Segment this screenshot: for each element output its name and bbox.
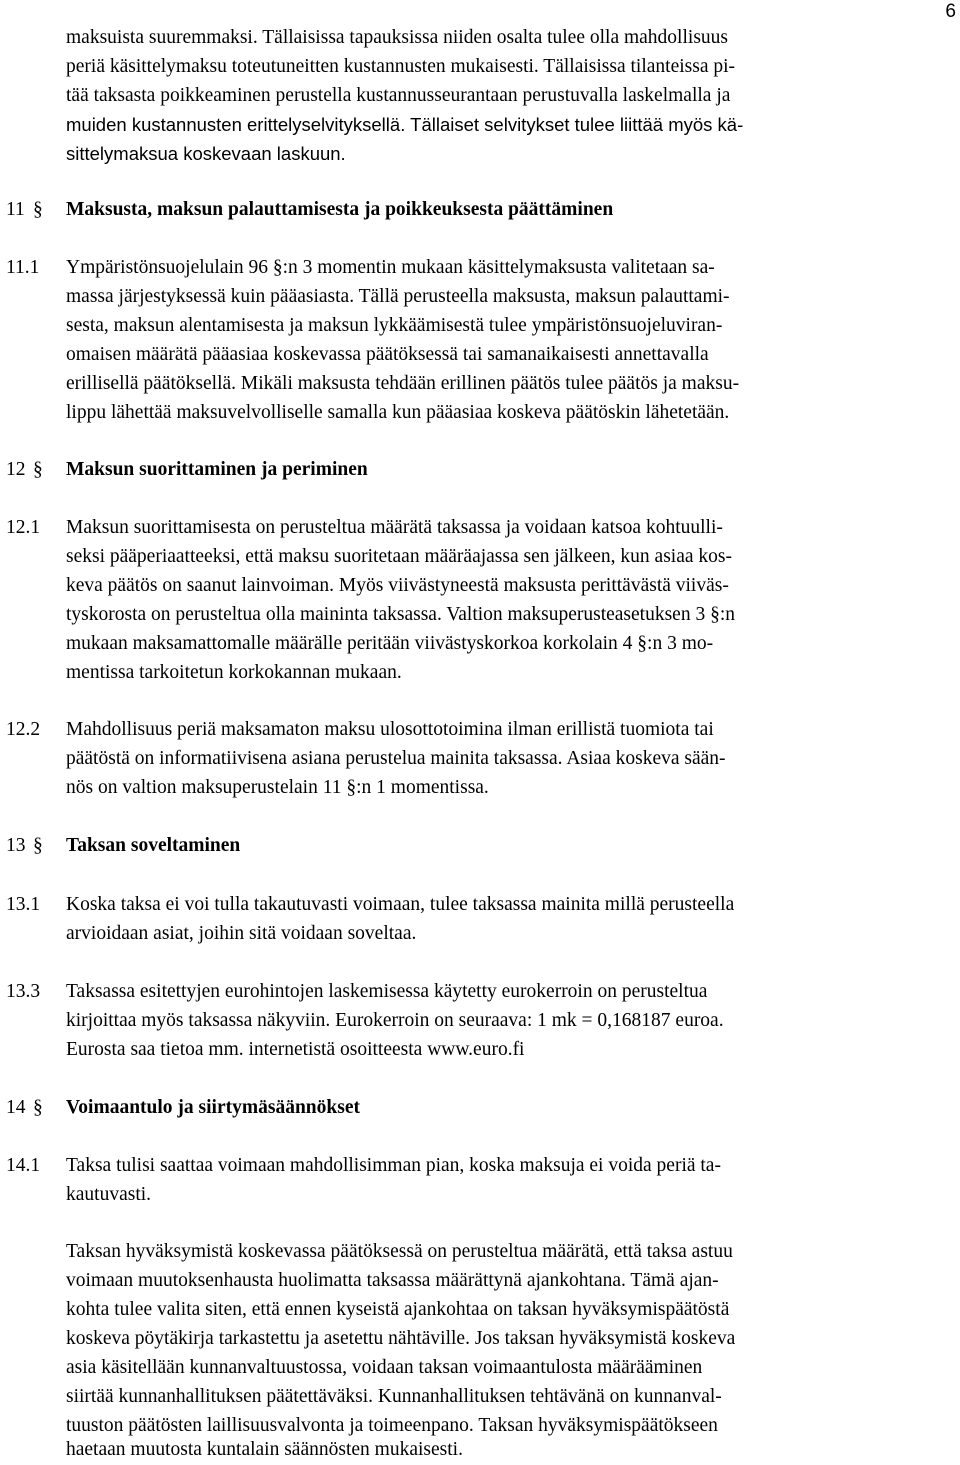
- text-line: tuuston päätösten laillisuusvalvonta ja toimeenpano. Taksan hyväksymispäätökseen: [66, 1415, 718, 1436]
- section-title: Voimaantulo ja siirtymäsäännökset: [66, 1097, 360, 1118]
- paragraph-number: 14.1: [6, 1155, 41, 1176]
- text-line: arvioidaan asiat, joihin sitä voidaan soveltaa.: [66, 923, 417, 944]
- text-line: Taksan hyväksymistä koskevassa päätöksessä on perusteltua määrätä, että taksa astuu: [66, 1241, 733, 1262]
- text-line: periä käsittelymaksu toteutuneitten kustannusten mukaisesti. Tällaisissa tilanteissa pi-: [66, 56, 736, 77]
- text-line: kohta tulee valita siten, että ennen kyseistä ajankohtaa on taksan hyväksymispäätöstä: [66, 1299, 730, 1320]
- text-line: mentissa tarkoitetun korkokannan mukaan.: [66, 662, 402, 683]
- text-line: nös on valtion maksuperustelain 11 §:n 1 momentissa.: [66, 777, 489, 798]
- text-line: tää taksasta poikkeaminen perustella kustannusseurantaan perustuvalla laskelmalla ja: [66, 85, 731, 106]
- text-line: sesta, maksun alentamisesta ja maksun lykkäämisestä tulee ympäristönsuojeluviran-: [66, 315, 723, 336]
- paragraph-number: 12.1: [6, 517, 41, 538]
- text-line: haetaan muutosta kuntalain säännösten mukaisesti.: [66, 1439, 463, 1460]
- section-title: Maksusta, maksun palauttamisesta ja poikkeuksesta päättäminen: [66, 199, 614, 220]
- text-line: Koska taksa ei voi tulla takautuvasti voimaan, tulee taksassa mainita millä perusteella: [66, 894, 735, 915]
- section-number: 14: [6, 1097, 26, 1118]
- text-line: koskeva pöytäkirja tarkastettu ja asetettu nähtäville. Jos taksan hyväksymistä koskeva: [66, 1328, 736, 1349]
- text-line: kirjoittaa myös taksassa näkyviin. Eurokerroin on seuraava: 1 mk = 0,168187 euroa.: [66, 1010, 724, 1031]
- text-line: Eurosta saa tietoa mm. internetistä osoitteesta www.euro.fi: [66, 1039, 525, 1060]
- text-line: Mahdollisuus periä maksamaton maksu ulosottotoimina ilman erillistä tuomiota tai: [66, 719, 714, 740]
- text-line: voimaan muutoksenhausta huolimatta taksassa määrättynä ajankohtana. Tämä ajan-: [66, 1270, 719, 1291]
- text-line: Maksun suorittamisesta on perusteltua määrätä taksassa ja voidaan katsoa kohtuulli-: [66, 517, 723, 538]
- section-number: 13: [6, 835, 26, 856]
- text-line: omaisen määrätä pääasiaa koskevassa päätöksessä tai samanaikaisesti annettavalla: [66, 344, 709, 365]
- text-line: Taksa tulisi saattaa voimaan mahdollisimman pian, koska maksuja ei voida periä ta-: [66, 1155, 721, 1176]
- text-line: tyskorosta on perusteltua olla maininta taksassa. Valtion maksuperusteasetuksen 3 §:n: [66, 604, 736, 625]
- paragraph-number: 13.3: [6, 981, 41, 1002]
- text-line: keva päätös on saanut lainvoiman. Myös viivästyneestä maksusta perittävästä viiväs-: [66, 575, 729, 596]
- text-line: sittelymaksua koskevaan laskuun.: [66, 143, 346, 164]
- text-line: siirtää kunnanhallituksen päätettäväksi. Kunnanhallituksen tehtävänä on kunnanval-: [66, 1386, 722, 1407]
- section-sign: §: [33, 459, 43, 480]
- text-line: lippu lähettää maksuvelvolliselle samalla kun pääasiaa koskeva päätöskin lähetetään.: [66, 402, 730, 423]
- text-line: Taksassa esitettyjen eurohintojen laskemisessa käytetty eurokerroin on perusteltua: [66, 981, 708, 1002]
- page-number: 6: [945, 1, 956, 22]
- paragraph-number: 11.1: [6, 257, 40, 278]
- paragraph-number: 12.2: [6, 719, 41, 740]
- text-line: erillisellä päätöksellä. Mikäli maksusta tehdään erillinen päätös tulee päätös ja maksu-: [66, 373, 740, 394]
- text-line: muiden kustannusten erittelyselvityksellä. Tällaiset selvitykset tulee liittää myös kä-: [66, 114, 744, 135]
- text-line: massa järjestyksessä kuin pääasiasta. Tällä perusteella maksusta, maksun palauttami-: [66, 286, 730, 307]
- text-line: seksi pääperiaatteeksi, että maksu suoritetaan määräajassa sen jälkeen, kun asiaa kos-: [66, 546, 732, 567]
- section-title: Taksan soveltaminen: [66, 835, 241, 856]
- text-line: Ympäristönsuojelulain 96 §:n 3 momentin mukaan käsittelymaksusta valitetaan sa-: [66, 257, 715, 278]
- section-number: 11: [6, 199, 25, 220]
- text-line: maksuista suuremmaksi. Tällaisissa tapauksissa niiden osalta tulee olla mahdollisuus: [66, 27, 728, 48]
- section-sign: §: [33, 199, 43, 220]
- text-line: päätöstä on informatiivisena asiana perustelua mainita taksassa. Asiaa koskeva sään-: [66, 748, 726, 769]
- text-line: asia käsitellään kunnanvaltuustossa, voidaan taksan voimaantulosta määrääminen: [66, 1357, 703, 1378]
- section-title: Maksun suorittaminen ja periminen: [66, 459, 368, 480]
- section-sign: §: [33, 835, 43, 856]
- text-line: mukaan maksamattomalle määrälle peritään viivästyskorkoa korkolain 4 §:n 3 mo-: [66, 633, 714, 654]
- paragraph-number: 13.1: [6, 894, 41, 915]
- text-line: kautuvasti.: [66, 1184, 152, 1205]
- section-number: 12: [6, 459, 26, 480]
- section-sign: §: [33, 1097, 43, 1118]
